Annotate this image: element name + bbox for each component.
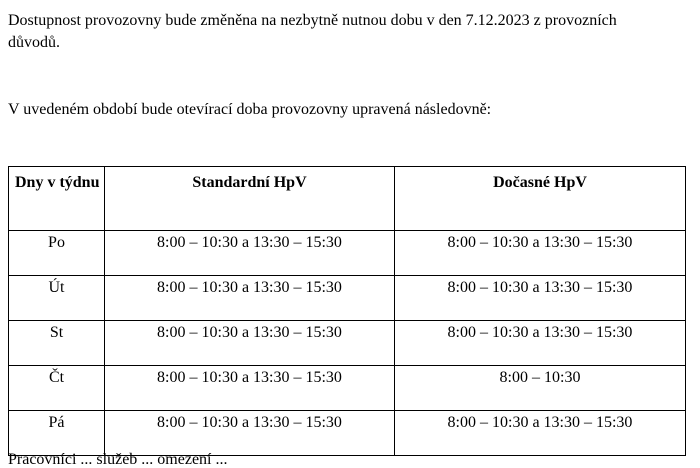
table-row (9, 411, 686, 456)
temporary-hours-cell: 8:00 – 10:30 a 13:30 – 15:30 (395, 411, 686, 456)
table-row (9, 366, 686, 411)
opening-hours-table (8, 166, 686, 456)
schedule-intro-paragraph: V uvedeném období bude otevírací doba provozovny upravená následovně: (8, 101, 492, 118)
header-standard-hours: Standardní HpV (105, 167, 395, 231)
standard-hours-cell: 8:00 – 10:30 a 13:30 – 15:30 (105, 366, 395, 411)
header-days: Dny v týdnu (9, 167, 105, 231)
notice-paragraph: Dostupnost provozovny bude změněna na nezbytně nutnou dobu v den 7.12.2023 z provozních důvodů. (8, 12, 617, 51)
day-cell: Út (9, 276, 105, 321)
standard-hours-cell: 8:00 – 10:30 a 13:30 – 15:30 (105, 276, 395, 321)
temporary-hours-cell: 8:00 – 10:30 a 13:30 – 15:30 (395, 231, 686, 276)
day-cell: Pá (9, 411, 105, 456)
standard-hours-cell: 8:00 – 10:30 a 13:30 – 15:30 (105, 411, 395, 456)
table-header-row (9, 167, 686, 231)
day-cell: Čt (9, 366, 105, 411)
footnote-partial: Pracovníci ... služeb ... omezení ... (8, 451, 228, 468)
table-row (9, 276, 686, 321)
temporary-hours-cell: 8:00 – 10:30 a 13:30 – 15:30 (395, 321, 686, 366)
temporary-hours-cell: 8:00 – 10:30 a 13:30 – 15:30 (395, 276, 686, 321)
day-cell: St (9, 321, 105, 366)
table-row (9, 321, 686, 366)
table-row (9, 231, 686, 276)
header-temporary-hours: Dočasné HpV (395, 167, 686, 231)
standard-hours-cell: 8:00 – 10:30 a 13:30 – 15:30 (105, 231, 395, 276)
temporary-hours-cell-changed: 8:00 – 10:30 (395, 366, 686, 411)
standard-hours-cell: 8:00 – 10:30 a 13:30 – 15:30 (105, 321, 395, 366)
day-cell: Po (9, 231, 105, 276)
